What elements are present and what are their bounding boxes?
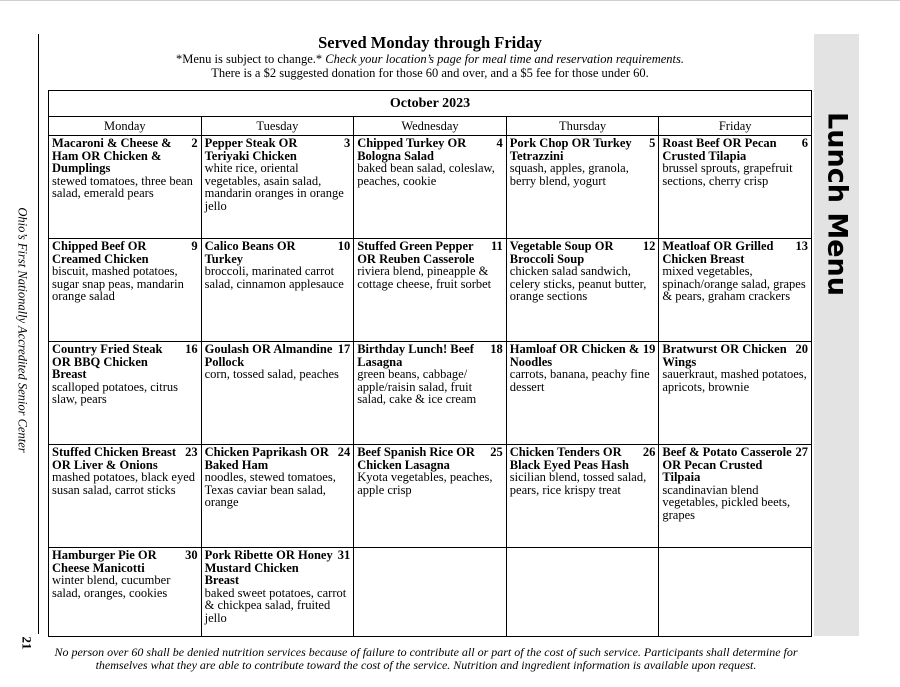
day-cell xyxy=(659,239,812,342)
day-cell-content xyxy=(202,445,354,509)
day-number: 2 xyxy=(191,136,198,150)
day-header-thursday: Thursday xyxy=(506,117,659,136)
day-cell xyxy=(506,136,659,239)
day-number: 24 xyxy=(337,445,351,459)
entree-text: Goulash OR Almandine Pollock xyxy=(204,342,333,369)
day-cell xyxy=(49,445,202,548)
day-cell-content xyxy=(659,445,811,521)
day-cell xyxy=(49,342,202,445)
menu-note-italic: Check your location’s page for meal time and reservation requirements. xyxy=(325,52,684,66)
day-cell xyxy=(506,445,659,548)
sides-text: winter blend, cucumber salad, oranges, cookies xyxy=(52,573,171,600)
day-cell xyxy=(506,239,659,342)
day-cell-content xyxy=(507,445,659,496)
sides-text: mixed vegetables, spinach/orange salad, grapes & pears, graham crackers xyxy=(662,264,806,303)
day-cell-content xyxy=(49,136,201,200)
day-cell-content xyxy=(49,342,201,406)
sides-text: stewed tomatoes, three bean salad, emerald pears xyxy=(52,173,193,200)
sides-text: chicken salad sandwich, celery sticks, peanut butter, orange sections xyxy=(509,264,647,303)
day-cell xyxy=(354,342,507,445)
entree-text: Pork Chop OR Turkey Tetrazzini xyxy=(509,136,632,163)
day-number: 17 xyxy=(337,342,351,356)
menu-note-plain: *Menu is subject to change.* xyxy=(175,52,326,66)
sides-text: scandinavian blend vegetables, pickled beets, grapes xyxy=(662,482,791,522)
day-number: 13 xyxy=(795,239,808,253)
day-cell-content xyxy=(354,342,506,406)
entree-text: Pork Ribette OR Honey Mustard Chicken Breast xyxy=(204,548,333,587)
day-cell-content xyxy=(202,342,354,381)
week-row xyxy=(49,548,812,637)
day-cell xyxy=(354,445,507,548)
day-cell-content xyxy=(354,239,506,290)
day-cell xyxy=(659,445,812,548)
sides-text: broccoli, marinated carrot salad, cinnamon applesauce xyxy=(204,264,344,291)
week-row xyxy=(49,136,812,239)
footer-disclaimer: No person over 60 shall be denied nutrition services because of failure to contribute all or part of the cost of such service. Participants shall determine for themselves what they are able to contribute toward the cost of the service. Nutrition and ingredient information is available upon request. xyxy=(54,645,798,672)
day-cell xyxy=(49,136,202,239)
sides-text: brussel sprouts, grapefruit sections, cherry crisp xyxy=(662,161,793,188)
day-cell xyxy=(506,342,659,445)
entree-text: Hamloaf OR Chicken & Noodles xyxy=(509,342,640,369)
sides-text: biscuit, mashed potatoes, sugar snap peas, mandarin orange salad xyxy=(52,264,184,303)
sides-text: riviera blend, pineapple & cottage cheese, fruit sorbet xyxy=(357,264,492,291)
sides-text: white rice, oriental vegetables, asain salad, mandarin oranges in orange jello xyxy=(204,161,344,213)
day-cell xyxy=(201,445,354,548)
sides-text: mashed potatoes, black eyed susan salad, carrot sticks xyxy=(52,470,196,497)
day-number: 23 xyxy=(185,445,198,459)
entree-text: Beef & Potato Casserole OR Pecan Crusted Tilpaia xyxy=(662,445,792,484)
page-number: 21 xyxy=(19,636,35,650)
lunch-menu-banner xyxy=(814,34,859,636)
day-cell-content xyxy=(49,445,201,496)
sides-text: sicilian blend, tossed salad, pears, rice krispy treat xyxy=(509,470,647,497)
day-cell-content xyxy=(202,548,354,624)
day-number: 16 xyxy=(185,342,198,356)
day-cell-content xyxy=(659,548,811,549)
menu-note xyxy=(50,52,810,67)
sides-text: Kyota vegetables, peaches, apple crisp xyxy=(357,470,493,497)
week-row xyxy=(49,239,812,342)
day-cell xyxy=(201,548,354,637)
day-cell-content xyxy=(507,239,659,303)
side-caption-text: Ohio’s First Nationally Accredited Senior Center xyxy=(15,207,30,453)
entree-text: Meatloaf OR Grilled Chicken Breast xyxy=(662,239,774,266)
day-number: 27 xyxy=(795,445,808,459)
day-cell-content xyxy=(354,136,506,187)
entree-text: Roast Beef OR Pecan Crusted Tilapia xyxy=(662,136,777,163)
sides-text: green beans, cabbage/ apple/raisin salad, fruit salad, cake & ice cream xyxy=(357,367,477,406)
entree-text: Stuffed Chicken Breast OR Liver & Onions xyxy=(52,445,177,472)
week-row xyxy=(49,342,812,445)
left-margin-rule xyxy=(38,34,39,634)
day-number: 19 xyxy=(642,342,656,356)
day-cell xyxy=(506,548,659,637)
banner-text: Lunch Menu xyxy=(821,112,852,296)
entree-text: Chipped Turkey OR Bologna Salad xyxy=(357,136,467,163)
day-number: 10 xyxy=(337,239,351,253)
entree-text: Chipped Beef OR Creamed Chicken xyxy=(52,239,149,266)
day-cell-content xyxy=(49,548,201,599)
sides-text: baked bean salad, coleslaw, peaches, cookie xyxy=(357,161,495,188)
day-cell-content xyxy=(659,136,811,187)
day-cell-content xyxy=(507,136,659,187)
entree-text: Beef Spanish Rice OR Chicken Lasagna xyxy=(357,445,475,472)
day-cell xyxy=(659,548,812,637)
day-cell-content xyxy=(202,239,354,290)
day-cell xyxy=(49,239,202,342)
day-cell xyxy=(354,136,507,239)
day-cell xyxy=(659,342,812,445)
day-header-monday: Monday xyxy=(49,117,202,136)
day-number: 18 xyxy=(490,342,503,356)
entree-text: Pepper Steak OR Teriyaki Chicken xyxy=(204,136,298,163)
day-header-wednesday: Wednesday xyxy=(354,117,507,136)
day-number: 4 xyxy=(496,136,503,150)
menu-calendar xyxy=(48,90,812,637)
day-cell-content xyxy=(507,342,659,393)
top-rule xyxy=(0,0,900,1)
entree-text: Bratwurst OR Chicken Wings xyxy=(662,342,787,369)
sides-text: baked sweet potatoes, carrot & chickpea salad, fruited jello xyxy=(204,585,347,625)
day-cell-content xyxy=(354,445,506,496)
week-row xyxy=(49,445,812,548)
day-cell xyxy=(49,548,202,637)
day-number: 11 xyxy=(490,239,503,253)
day-number: 6 xyxy=(801,136,808,150)
day-header-friday: Friday xyxy=(659,117,812,136)
sides-text: carrots, banana, peachy fine dessert xyxy=(509,367,650,394)
day-cell xyxy=(201,342,354,445)
day-cell xyxy=(201,239,354,342)
day-cell-content xyxy=(202,136,354,212)
entree-text: Chicken Tenders OR Black Eyed Peas Hash xyxy=(509,445,629,472)
day-number: 31 xyxy=(337,548,351,562)
entree-text: Country Fried Steak OR BBQ Chicken Breast xyxy=(52,342,163,381)
day-number: 9 xyxy=(191,239,198,253)
entree-text: Hamburger Pie OR Cheese Manicotti xyxy=(52,548,157,575)
day-cell-content xyxy=(354,548,506,549)
sides-text: sauerkraut, mashed potatoes, apricots, brownie xyxy=(662,367,807,394)
day-cell xyxy=(354,548,507,637)
day-cell-content xyxy=(507,548,659,549)
day-number: 20 xyxy=(795,342,808,356)
day-cell-content xyxy=(659,239,811,303)
day-number: 26 xyxy=(642,445,656,459)
day-number: 5 xyxy=(649,136,656,150)
day-number: 3 xyxy=(343,136,351,150)
donation-note: There is a $2 suggested donation for those 60 and over, and a $5 fee for those under 60. xyxy=(211,66,649,80)
entree-text: Calico Beans OR Turkey xyxy=(204,239,296,266)
day-cell-content xyxy=(49,239,201,303)
sides-text: scalloped potatoes, citrus slaw, pears xyxy=(52,379,179,406)
month-title: October 2023 xyxy=(49,91,812,117)
day-header-tuesday: Tuesday xyxy=(201,117,354,136)
day-cell-content xyxy=(659,342,811,393)
page-title: Served Monday through Friday xyxy=(318,33,542,52)
day-number: 30 xyxy=(185,548,198,562)
day-number: 12 xyxy=(642,239,656,253)
day-cell xyxy=(354,239,507,342)
day-cell xyxy=(201,136,354,239)
entree-text: Chicken Paprikash OR Baked Ham xyxy=(204,445,329,472)
entree-text: Birthday Lunch! Beef Lasagna xyxy=(357,342,474,369)
sides-text: squash, apples, granola, berry blend, yogurt xyxy=(509,161,629,188)
entree-text: Stuffed Green Pepper OR Reuben Casserole xyxy=(357,239,475,266)
entree-text: Macaroni & Cheese & Ham OR Chicken & Dumplings xyxy=(52,136,172,175)
sides-text: corn, tossed salad, peaches xyxy=(204,367,339,381)
sides-text: noodles, stewed tomatoes, Texas caviar bean salad, orange xyxy=(204,470,336,509)
day-cell xyxy=(659,136,812,239)
day-number: 25 xyxy=(490,445,503,459)
entree-text: Vegetable Soup OR Broccoli Soup xyxy=(509,239,614,266)
